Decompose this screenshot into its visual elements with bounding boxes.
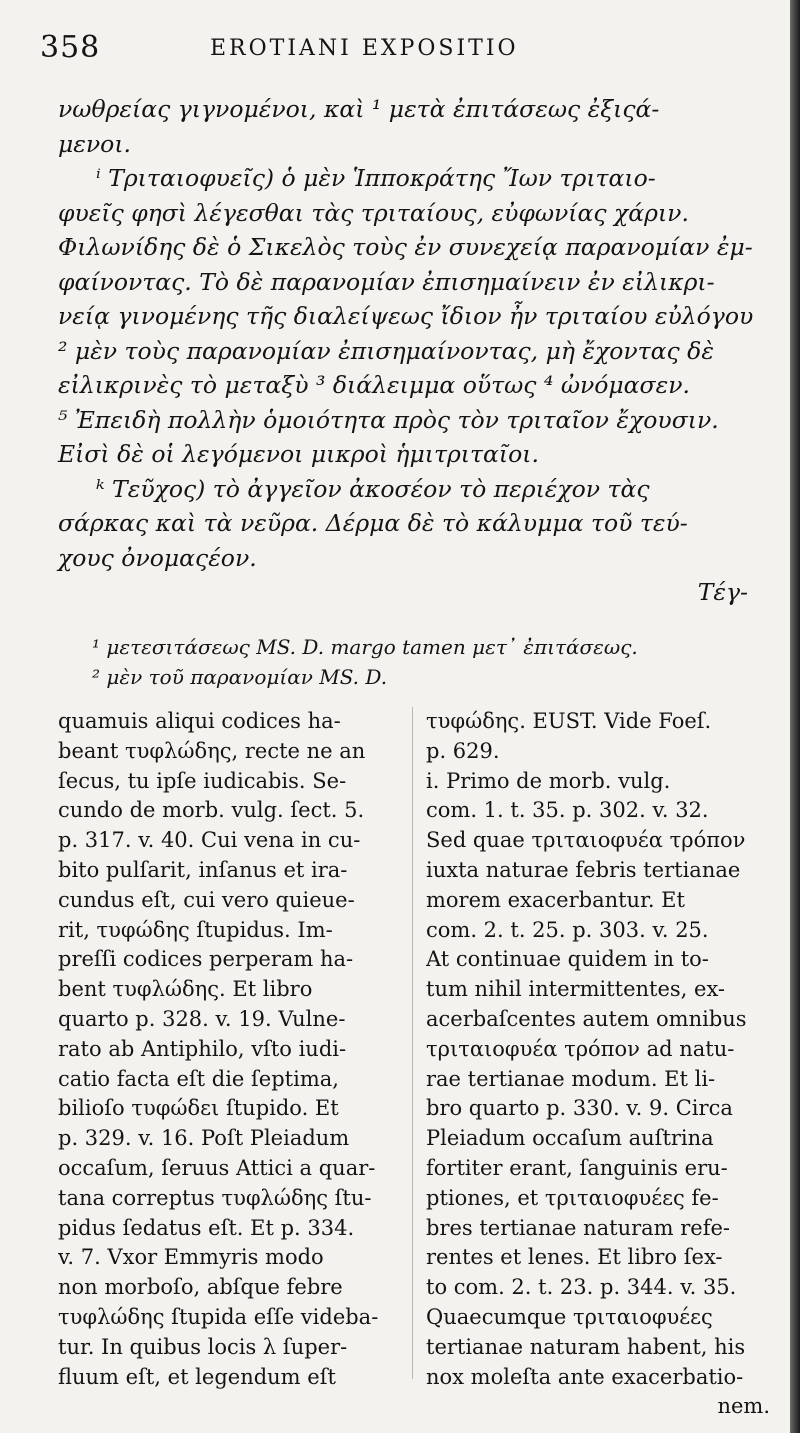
commentary-line: i. Primo de morb. vulg. (426, 768, 671, 793)
commentary-line: nox moleſta ante exacerbatio- (426, 1364, 744, 1389)
commentary-right-column (426, 707, 770, 1422)
commentary-line: pidus ſedatus eſt. Et p. 334. (58, 1215, 355, 1240)
greek-text-block (58, 92, 754, 610)
greek-line: νείᾳ γινομένης τῆς διαλείψεως ἴδιον ἦν τριταίου εὐλόγου (58, 302, 754, 330)
commentary-line: fluum eſt, et legendum eſt (58, 1364, 336, 1389)
commentary-line: tum nihil intermittentes, ex- (426, 977, 726, 1002)
greek-line: Φιλωνίδης δὲ ὁ Σικελὸς τοὺς ἐν συνεχείᾳ παρανομίαν ἐμ- (58, 233, 753, 261)
commentary-line: cundo de morb. vulg. ſect. 5. (58, 798, 365, 823)
commentary-line: non morboſo, abſque febre (58, 1275, 343, 1300)
commentary-line: tana correptus τυφλώδης ſtu- (58, 1185, 372, 1210)
commentary-line: catio facta eſt die ſeptima, (58, 1066, 339, 1091)
commentary-line: At continuae quidem in to- (426, 947, 709, 972)
page-header (40, 30, 760, 70)
commentary-line: cundus eſt, cui vero quieue- (58, 887, 355, 912)
commentary-line: p. 329. v. 16. Poſt Pleiadum (58, 1126, 350, 1151)
commentary-line: Quaecumque τριταιοφυέες (426, 1304, 713, 1329)
commentary-line: nem. (717, 1394, 770, 1419)
commentary-line: com. 1. t. 35. p. 302. v. 32. (426, 798, 709, 823)
commentary-line: rentes et lenes. Et libro ſex- (426, 1245, 723, 1270)
commentary-line: com. 2. t. 25. p. 303. v. 25. (426, 917, 709, 942)
commentary-line: bito pulſarit, inſanus et ira- (58, 857, 348, 882)
commentary-line: rato ab Antiphilo, vſto iudi- (58, 1036, 347, 1061)
commentary-line: to com. 2. t. 23. p. 344. v. 35. (426, 1275, 737, 1300)
commentary-line: acerbaſcentes autem omnibus (426, 1006, 747, 1031)
commentary-line: bro quarto p. 330. v. 9. Circa (426, 1096, 733, 1121)
commentary-line: morem exacerbantur. Et (426, 887, 685, 912)
commentary-line: ptiones, et τριταιοφυέες fe- (426, 1185, 719, 1210)
commentary-left-column (58, 707, 400, 1392)
commentary-line: bent τυφλώδης. Et libro (58, 977, 313, 1002)
commentary-line: τυφώδης. EUST. Vide Foeſ. (426, 709, 712, 733)
greek-line: φυεῖς φησὶ λέγεσθαι τὰς τριταίους, εὐφωνίας χάριν. (58, 198, 689, 227)
commentary-line: iuxta naturae febris tertianae (426, 857, 741, 882)
greek-line: ⁵ Ἐπειδὴ πολλὴν ὁμοιότητα πρὸς τὸν τριταῖον ἔχουσιν. (58, 405, 719, 434)
greek-line: νωθρείας γιγνομένοι, καὶ ¹ μετὰ ἐπιτάσεως ἐξιςά- (58, 95, 660, 123)
greek-line: ⁱ Τριταιοφυεῖς) ὁ μὲν Ἱπποκράτης Ἴων τριταιο- (96, 164, 656, 192)
commentary-line: ſecus, tu ipſe iudicabis. Se- (58, 768, 347, 793)
commentary-line: rit, τυφώδης ſtupidus. Im- (58, 917, 333, 942)
commentary-line: Sed quae τριταιοφυέα τρόπον (426, 828, 746, 853)
greek-line: μενοι. (58, 129, 132, 158)
commentary-line: quamuis aliqui codices ha- (58, 709, 341, 733)
commentary-line: preſſi codices perperam ha- (58, 947, 354, 972)
commentary-line: τυφλώδης ſtupida eſſe videba- (58, 1304, 379, 1329)
greek-line: χους ὀνομαςέον. (58, 543, 257, 572)
commentary-line: rae tertianae modum. Et li- (426, 1066, 716, 1091)
greek-line: σάρκας καὶ τὰ νεῦρα. Δέρμα δὲ τὸ κάλυμμα τοῦ τεύ- (58, 509, 688, 537)
running-title: EROTIANI EXPOSITIO (210, 36, 519, 61)
greek-line: εἰλικρινὲς τὸ μεταξὺ ³ διάλειμμα οὕτως ⁴ ὠνόμασεν. (58, 371, 690, 399)
footnote-line: ¹ μετεσιτάσεως MS. D. margo tamen μετ᾽ ἐπιτάσεως. (92, 635, 638, 659)
greek-line: ² μὲν τοὺς παρανομίαν ἐπισημαίνοντας, μὴ ἔχοντας δὲ (58, 336, 714, 365)
commentary-line: τριταιοφυέα τρόπον ad natu- (426, 1036, 735, 1061)
commentary-line: fortiter erant, ſanguinis eru- (426, 1155, 728, 1180)
page-number: 358 (40, 30, 101, 65)
commentary-line: quarto p. 328. v. 19. Vulne- (58, 1006, 346, 1031)
commentary-line: p. 317. v. 40. Cui vena in cu- (58, 828, 361, 853)
commentary-line: bres tertianae naturam refe- (426, 1215, 731, 1240)
page-edge-shadow (790, 0, 800, 1433)
footnotes (92, 632, 772, 692)
commentary-line: bilioſo τυφώδει ſtupido. Et (58, 1096, 339, 1121)
commentary-line: occaſum, ſeruus Attici a quar- (58, 1155, 376, 1180)
catchword: Τέγ- (697, 578, 748, 606)
commentary-line: tertianae naturam habent, his (426, 1334, 746, 1359)
commentary-line: v. 7. Vxor Emmyris modo (58, 1245, 324, 1270)
column-divider (412, 707, 413, 1379)
commentary-line: tur. In quibus locis λ ſuper- (58, 1334, 348, 1359)
greek-line: Εἰσὶ δὲ οἱ λεγόμενοι μικροὶ ἡμιτριταῖοι. (58, 440, 539, 468)
commentary-line: beant τυφλώδης, recte ne an (58, 738, 366, 763)
greek-line: φαίνοντας. Τὸ δὲ παρανομίαν ἐπισημαίνειν ἐν εἰλικρι- (58, 267, 715, 296)
footnote-line: ² μὲν τοῦ παρανομίαν MS. D. (92, 665, 388, 689)
greek-line: ᵏ Τεῦχος) τὸ ἀγγεῖον ἀκοσέον τὸ περιέχον τὰς (96, 474, 650, 503)
commentary-line: p. 629. (426, 738, 500, 763)
commentary-line: Pleiadum occaſum auſtrina (426, 1126, 714, 1151)
